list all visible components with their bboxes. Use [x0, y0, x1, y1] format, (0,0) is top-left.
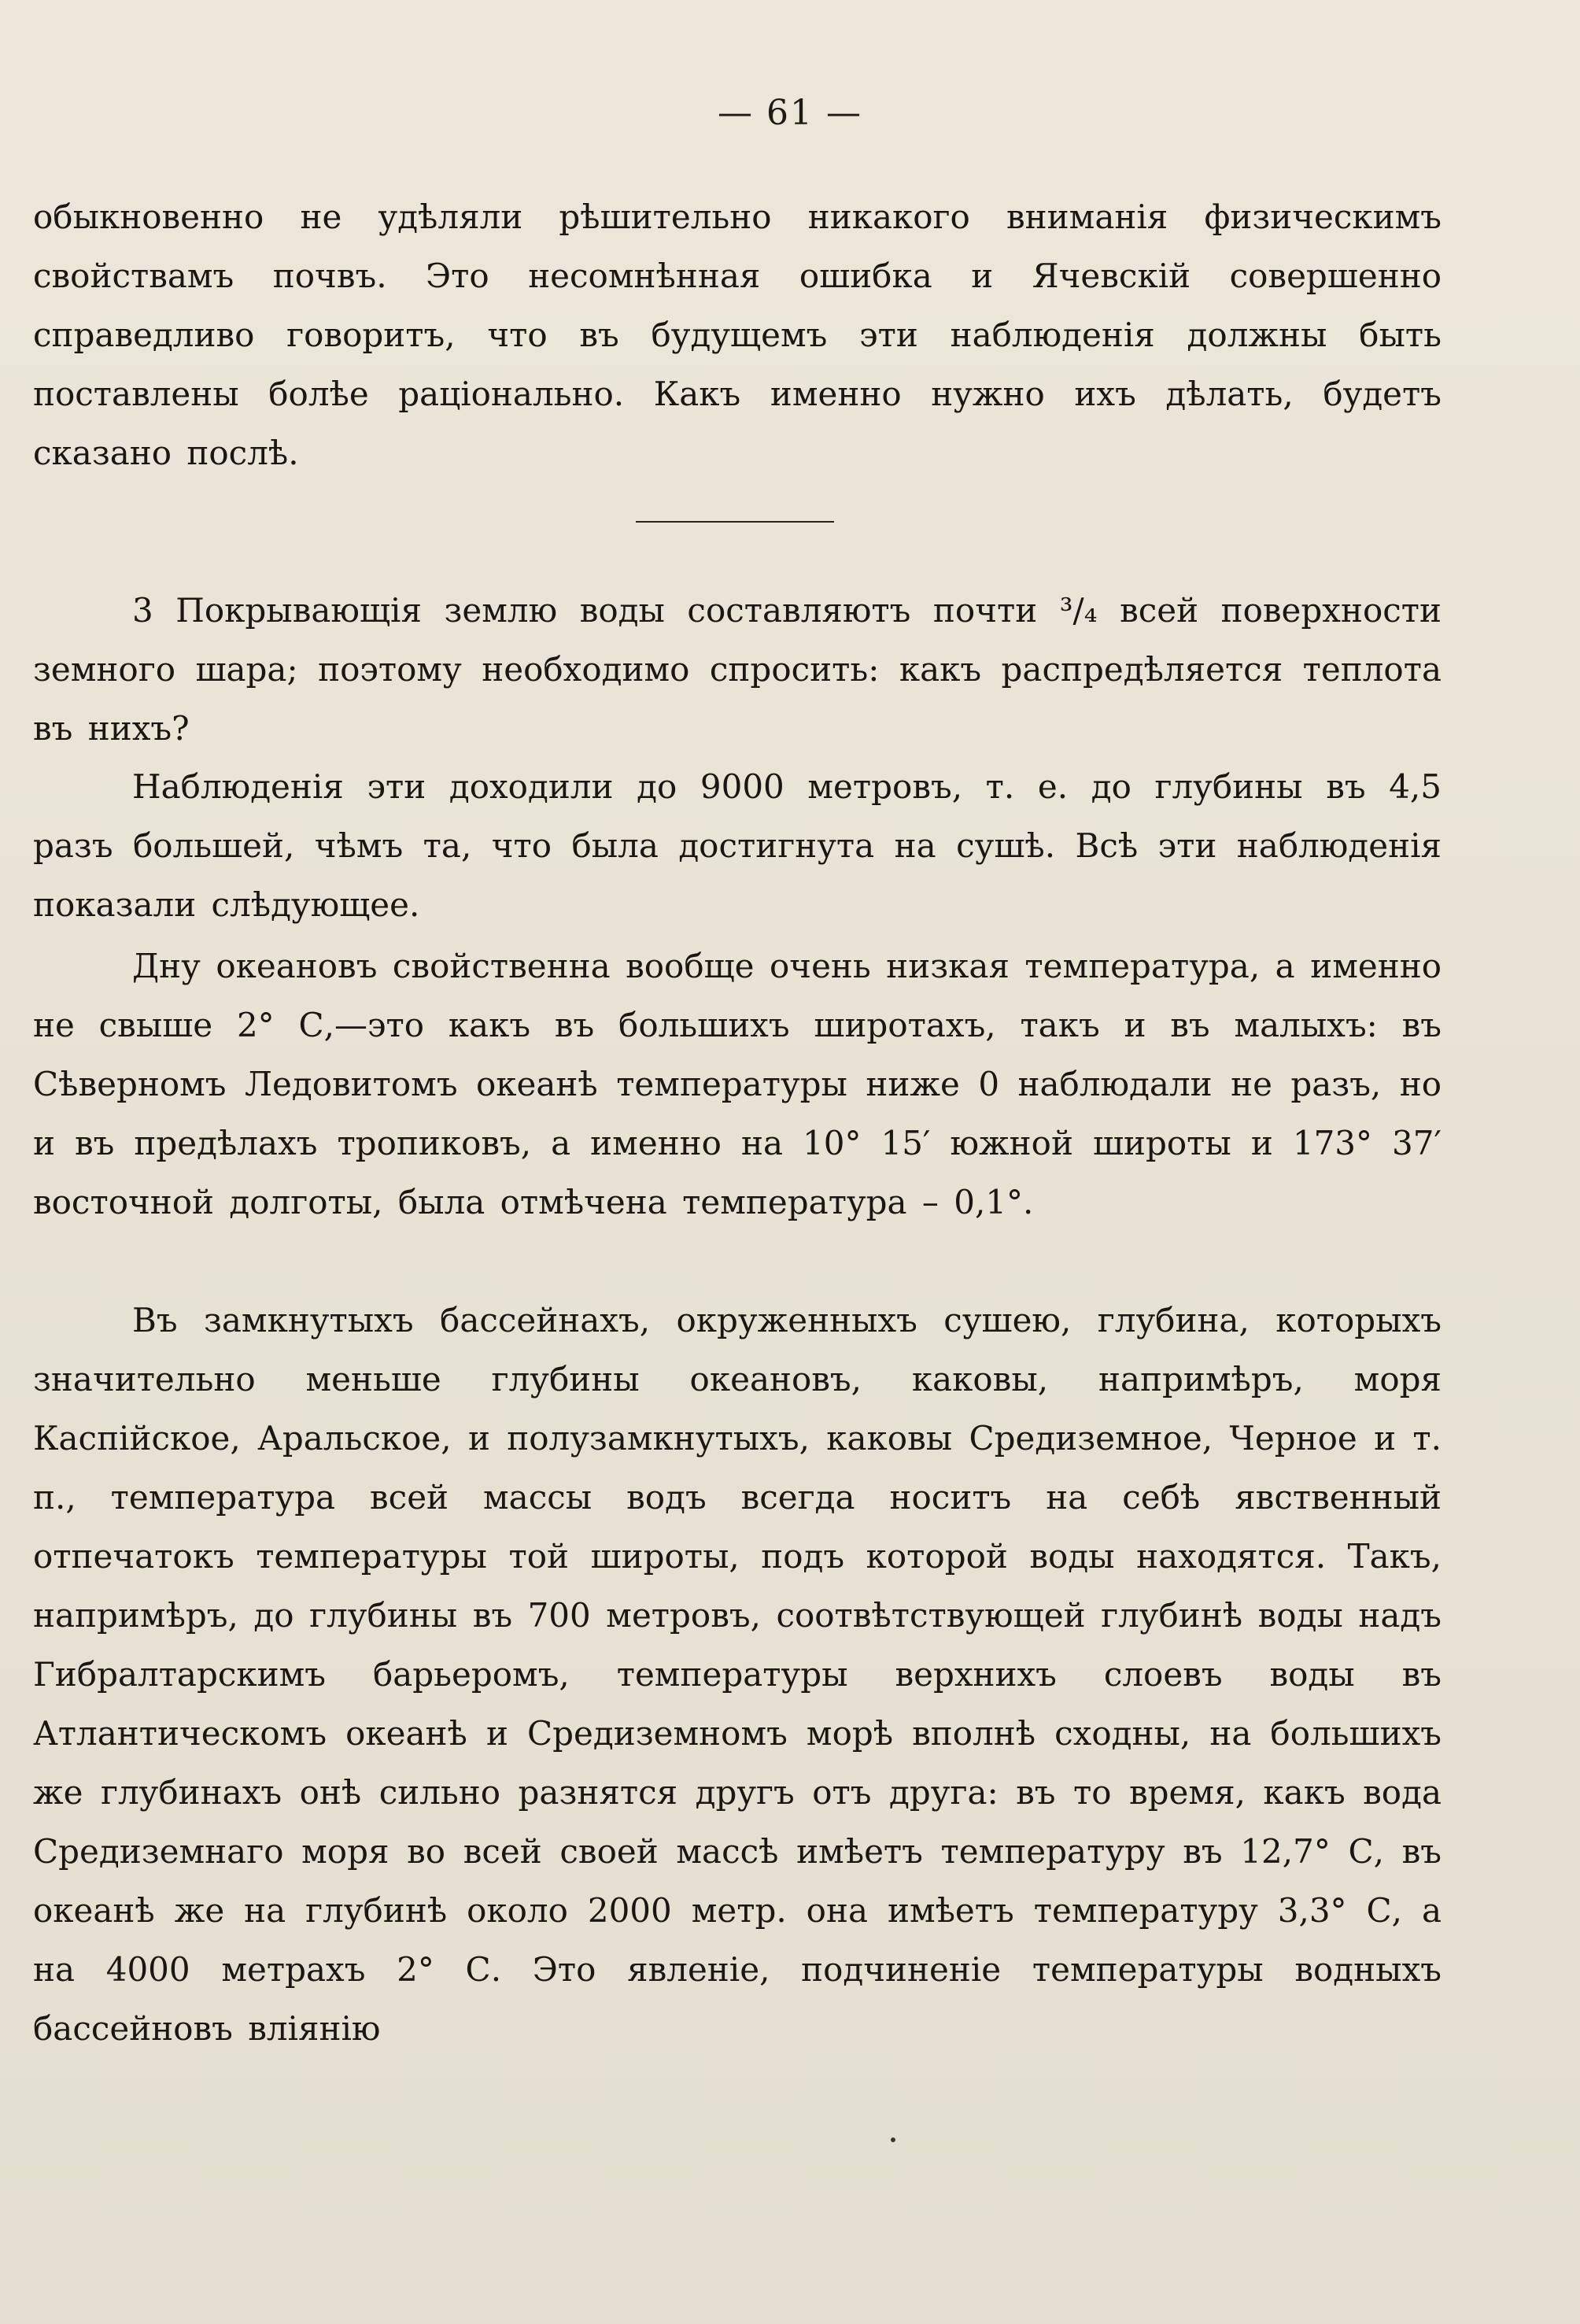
paragraph-section-3-intro: 3 Покрывающія землю воды составляютъ почти ³/₄ всей поверхности земного шара; поэтому необходимо спросить: какъ распредѣляется теплота въ нихъ? — [33, 591, 1442, 748]
section-divider — [636, 521, 834, 523]
paragraph-continuation: обыкновенно не удѣляли рѣшительно никакого вниманія физическимъ свойствамъ почвъ. Это несомнѣнная ошибка и Ячевскій совершенно справедливо говоритъ, что въ будущемъ эти наблюденія должны быть поставлены болѣе раціонально. Какъ именно нужно ихъ дѣлать, будетъ сказано послѣ. — [33, 198, 1442, 472]
print-mark — [891, 2137, 895, 2142]
paragraph-enclosed-basins: Въ замкнутыхъ бассейнахъ, окруженныхъ сушею, глубина, которыхъ значительно меньше глубины океановъ, каковы, напримѣръ, моря Каспійское, Аральское, и полузамкнутыхъ, каковы Средиземное, Черное и т. п., температура всей массы водъ всегда носитъ на себѣ явственный отпечатокъ температуры той широты, подъ которой воды находятся. Такъ, напримѣръ, до глубины въ 700 метровъ, соотвѣтствующей глубинѣ воды надъ Гибралтарскимъ барьеромъ, температуры верхнихъ слоевъ воды въ Атлантическомъ океанѣ и Средиземномъ морѣ вполнѣ сходны, на большихъ же глубинахъ онѣ сильно разнятся другъ отъ друга: въ то время, какъ вода Средиземнаго моря во всей своей массѣ имѣетъ температуру въ 12,7° С, въ океанѣ же на глубинѣ около 2000 метр. она имѣетъ температуру 3,3° С, а на 4000 метрахъ 2° С. Это явленіе, подчиненіе температуры водныхъ бассейновъ вліянію — [33, 1301, 1442, 2048]
paragraph-observations-depth: Наблюденія эти доходили до 9000 метровъ, т. е. до глубины въ 4,5 разъ большей, чѣмъ та, что была достигнута на сушѣ. Всѣ эти наблюденія показали слѣдующее. — [33, 767, 1442, 924]
paragraph-ocean-floor-temperature: Дну океановъ свойственна вообще очень низкая температура, а именно не свыше 2° С,—это какъ въ большихъ широтахъ, такъ и въ малыхъ: въ Сѣверномъ Ледовитомъ океанѣ температуры ниже 0 наблюдали не разъ, но и въ предѣлахъ тропиковъ, а именно на 10° 15′ южной широты и 173° 37′ восточной долготы, была отмѣчена температура – 0,1°. — [33, 947, 1442, 1221]
page-number: — 61 — — [718, 93, 862, 133]
